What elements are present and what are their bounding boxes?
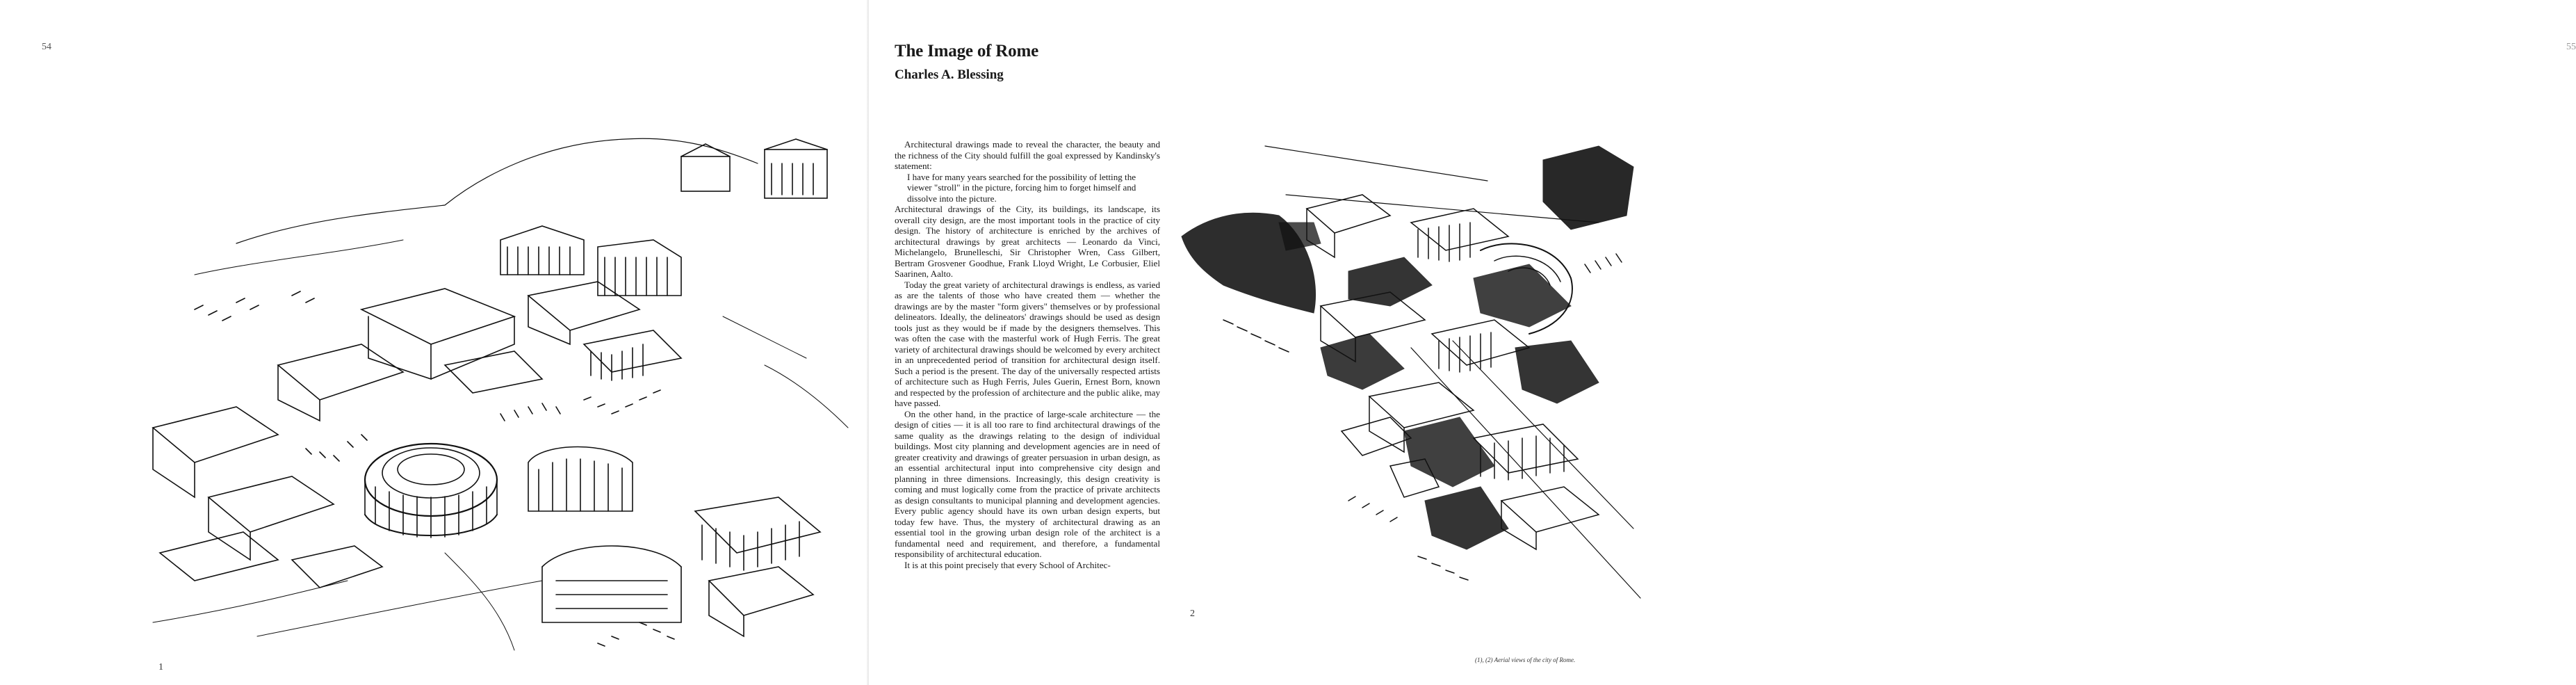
figure-1-number: 1 [158, 662, 163, 672]
page-number-right: 55 [2566, 42, 2576, 52]
article-title: The Image of Rome [895, 42, 1038, 61]
page-number-left: 54 [42, 42, 51, 52]
kandinsky-quote: I have for many years searched for the possibility of letting the viewer "stroll" in the picture, forcing him to forget himself and dissolve into the picture. [907, 171, 1136, 204]
paragraph-4: On the other hand, in the practice of large-scale architecture — the design of cities — it is all too rare to find architectural drawings of the same quality as the drawings relating to the design of individual buildings. Most city planning and development agencies are in need of greater creativity and drawings of greater persuasion in urban design, as an essential architectural input into comprehensive city design and planning in three dimensions. Increasingly, this design creativity is coming and must logically come from the practice of private architects as design consultants to municipal planning and development agencies. Every public agency should have its own urban design experts, but today few have. Thus, the mystery of architectural drawing as an essential tool in the growing urban design role of the architect is a fundamental need and requirement, and therefore, a fundamental responsibility of architectural education. [895, 408, 1160, 559]
aerial-drawing-rome-forum [1182, 139, 1640, 612]
paragraph-3: Today the great variety of architectural drawings is endless, as varied as are the talents of those who have created them — whether the drawings are by the master "form givers" themselves or by professional delineators. Ideally, the delineators' drawings should be used as design tools just as they would be if made by the designers themselves. This was often the case with the masterful work of Hugh Ferris. The great variety of architectural drawings should be welcomed by every architect in an unprecedented period of transition for architectural design itself. Such a period is the present. The day of the universally respected artists of architecture such as Hugh Ferris, Jules Guerin, Ernest Born, known and respected by the profession of architecture and the public alike, may have passed. [895, 279, 1160, 408]
article-body [895, 139, 1160, 570]
aerial-drawing-rome-colosseum [153, 136, 855, 664]
paragraph-1: Architectural drawings made to reveal the character, the beauty and the richness of the City should fulfill the goal expressed by Kandinsky's statement: [895, 139, 1160, 171]
left-page [0, 0, 869, 685]
paragraph-2: Architectural drawings of the City, its buildings, its landscape, its overall city design, are the most important tools in the practice of city design. The history of architecture is enriched by the archives of architectural drawings by great architects — Leonardo da Vinci, Michelangelo, Brunelleschi, Sir Christopher Wren, Cass Gilbert, Bertram Grosvener Goodhue, Frank Lloyd Wright, Le Corbusier, Eliel Saarinen, Aalto. [895, 204, 1160, 279]
article-author: Charles A. Blessing [895, 67, 1004, 82]
paragraph-5: It is at this point precisely that every School of Architec- [904, 559, 1111, 570]
figure-caption: (1), (2) Aerial views of the city of Rome. [1475, 656, 1576, 663]
figure-2-number: 2 [1190, 609, 1195, 619]
